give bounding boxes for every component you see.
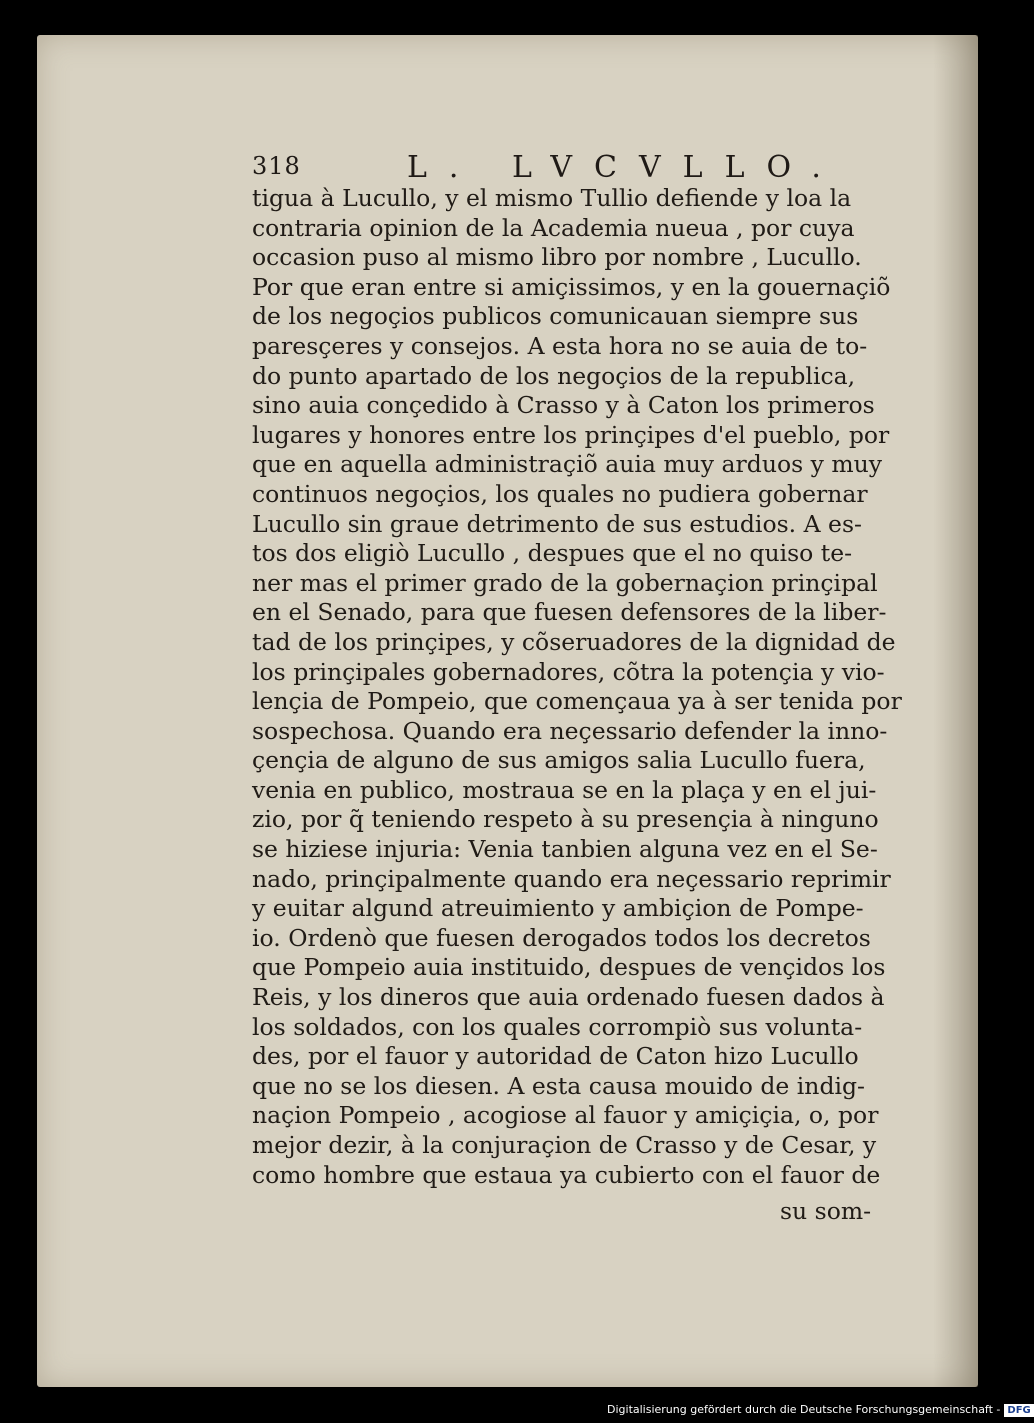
text-line: como hombre que estaua ya cubierto con el fauor de [252, 1160, 881, 1189]
text-line: occasion puso al mismo libro por nombre , Lucullo. [252, 243, 862, 272]
text-line: de los negoçios publicos comunicauan siempre sus [252, 302, 859, 331]
text-line: Reis, y los dineros que auia ordenado fuesen dados à [252, 983, 885, 1012]
text-line: los soldados, con los quales corrompiò sus volunta- [252, 1012, 863, 1041]
text-line: contraria opinion de la Academia nueua , por cuya [252, 213, 855, 242]
text-line: sospechosa. Quando era neçessario defender la inno- [252, 716, 888, 745]
page-number: 318 [252, 152, 301, 180]
digitization-footer [607, 1401, 1034, 1419]
text-line: zio, por q̃ teniendo respeto à su presençia à ninguno [252, 805, 879, 834]
text-line: lençia de Pompeio, que començaua ya à ser tenida por [252, 687, 902, 716]
text-line: naçion Pompeio , acogiose al fauor y amiçiçia, o, por [252, 1101, 879, 1130]
catchword: su som- [780, 1197, 872, 1225]
text-line: nado, prinçipalmente quando era neçessario reprimir [252, 864, 891, 893]
text-line: do punto apartado de los negoçios de la republica, [252, 361, 856, 390]
text-line: tigua à Lucullo, y el mismo Tullio defiende y loa la [252, 184, 852, 212]
text-line: çençia de alguno de sus amigos salia Lucullo fuera, [252, 746, 866, 775]
text-line: mejor dezir, à la conjuraçion de Crasso y de Cesar, y [252, 1131, 877, 1159]
text-line: y euitar algund atreuimiento y ambiçion de Pompe- [252, 894, 864, 923]
text-line: des, por el fauor y autoridad de Caton hizo Lucullo [252, 1042, 859, 1071]
running-title: L. LVCVLLO. [407, 150, 843, 185]
text-line: ner mas el primer grado de la gobernaçion prinçipal [252, 568, 878, 597]
dfg-logo: DFG [1004, 1404, 1033, 1417]
body-text [252, 184, 902, 1190]
text-line: que no se los diesen. A esta causa mouido de indig- [252, 1071, 865, 1100]
text-line: que en aquella administraçiõ auia muy arduos y muy [252, 450, 883, 479]
text-line: sino auia conçedido à Crasso y à Caton los primeros [252, 391, 875, 420]
text-line: continuos negoçios, los quales no pudiera gobernar [252, 479, 868, 508]
text-line: Por que eran entre si amiçissimos, y en la gouernaçiõ [252, 272, 891, 301]
page-gutter-shadow [933, 35, 978, 1387]
text-line: los prinçipales gobernadores, cõtra la potençia y vio- [252, 657, 885, 686]
text-line: en el Senado, para que fuesen defensores de la liber- [252, 598, 887, 627]
text-line: tos dos eligiò Lucullo , despues que el no quiso te- [252, 539, 853, 568]
text-line: venia en publico, mostraua se en la plaça y en el jui- [252, 775, 877, 804]
text-line: que Pompeio auia instituido, despues de vençidos los [252, 953, 886, 982]
running-head [252, 150, 892, 186]
text-line: paresçeres y consejos. A esta hora no se auia de to- [252, 331, 868, 360]
text-line: io. Ordenò que fuesen derogados todos los decretos [252, 923, 871, 952]
text-line: lugares y honores entre los prinçipes d'el pueblo, por [252, 420, 890, 449]
text-line: tad de los prinçipes, y cõseruadores de la dignidad de [252, 627, 896, 656]
funding-notice: Digitalisierung gefördert durch die Deutsche Forschungsgemeinschaft - [607, 1403, 1001, 1416]
text-line: Lucullo sin graue detrimento de sus estudios. A es- [252, 509, 862, 538]
text-line: se hiziese injuria: Venia tanbien alguna vez en el Se- [252, 835, 878, 864]
